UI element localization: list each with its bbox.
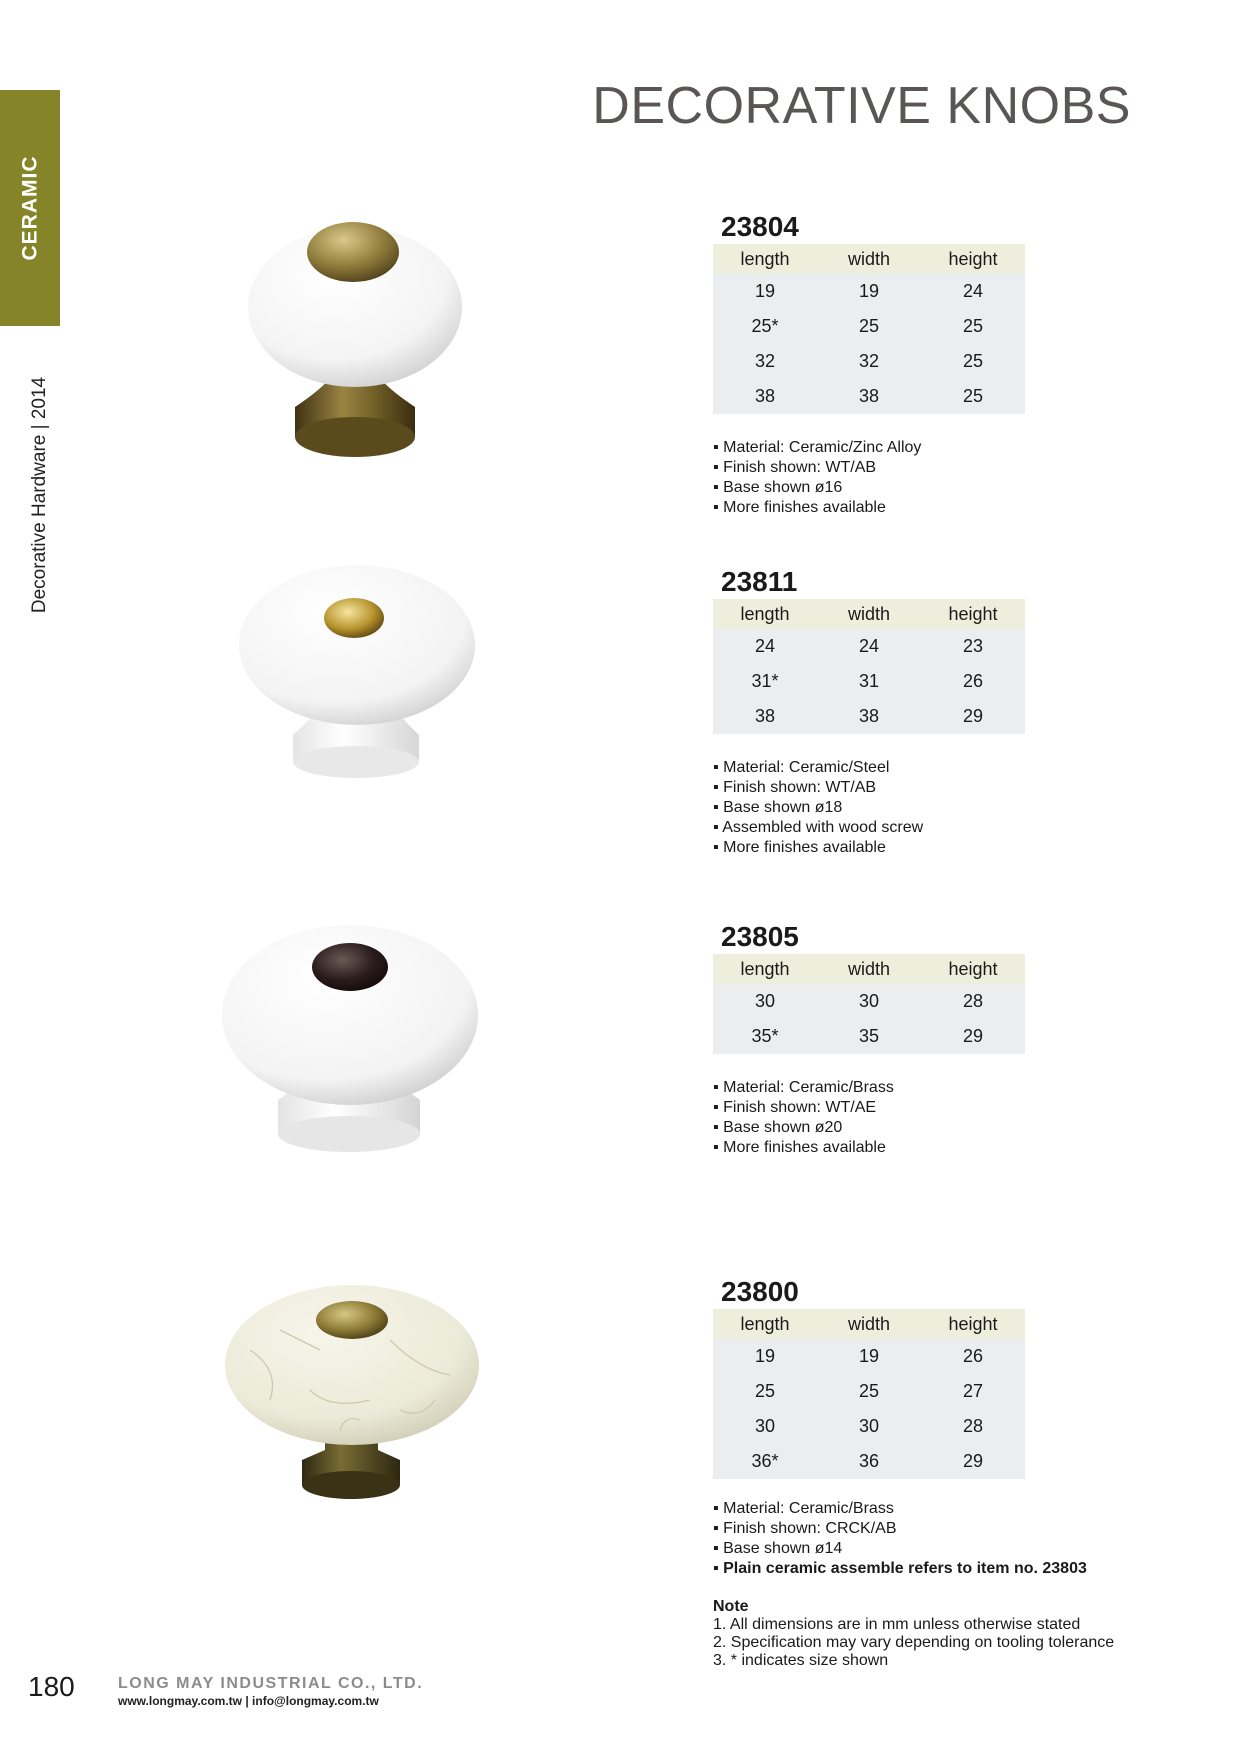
list-item: ▪ More finishes available [713, 498, 1025, 518]
table-row [713, 664, 1025, 699]
product-code: 23804 [721, 211, 799, 242]
cell-height: 26 [921, 664, 1025, 699]
cell-height: 27 [921, 1374, 1025, 1409]
product-code: 23800 [721, 1276, 799, 1307]
cell-height: 28 [921, 1409, 1025, 1444]
cell-width: 38 [817, 379, 921, 414]
cell-height: 26 [921, 1339, 1025, 1374]
table-row [713, 274, 1025, 309]
cell-width: 36 [817, 1444, 921, 1479]
cell-width: 32 [817, 344, 921, 379]
feature-list [713, 1499, 1087, 1579]
list-item: ▪ More finishes available [713, 838, 1025, 858]
product-23804 [713, 210, 1025, 518]
list-item: ▪ Finish shown: WT/AE [713, 1098, 1025, 1118]
table-row [713, 1374, 1025, 1409]
note-item: 1. All dimensions are in mm unless otherwise stated [713, 1616, 1081, 1633]
cell-height: 23 [921, 629, 1025, 664]
cell-height: 28 [921, 984, 1025, 1019]
cell-width: 30 [817, 1409, 921, 1444]
product-23811 [713, 565, 1025, 858]
cell-width: 24 [817, 629, 921, 664]
table-row [713, 629, 1025, 664]
cell-height: 29 [921, 1019, 1025, 1054]
section-tab-label: CERAMIC [18, 155, 41, 261]
cell-length: 25* [713, 309, 817, 344]
table-header-row [713, 954, 1025, 984]
cell-height: 25 [921, 344, 1025, 379]
list-item: ▪ Finish shown: CRCK/AB [713, 1519, 1025, 1539]
table-header-row [713, 1309, 1025, 1339]
cell-height: 29 [921, 699, 1025, 734]
list-item: ▪ Plain ceramic assemble refers to item no. 23803 [713, 1559, 1025, 1579]
feature-list [713, 758, 1025, 858]
table-row [713, 309, 1025, 344]
knob-23804-image [235, 212, 475, 462]
table-header-row [713, 244, 1025, 274]
column-header-height: height [921, 954, 1025, 984]
spec-table [713, 954, 1025, 1054]
cell-height: 25 [921, 379, 1025, 414]
contact-info: www.longmay.com.tw | info@longmay.com.tw [118, 1694, 379, 1708]
list-item: ▪ Base shown ø16 [713, 478, 1025, 498]
column-header-width: width [817, 954, 921, 984]
knob-23800-image [220, 1280, 485, 1515]
page-title: DECORATIVE KNOBS [592, 77, 1131, 135]
cell-length: 30 [713, 1409, 817, 1444]
table-row [713, 1409, 1025, 1444]
table-row [713, 1339, 1025, 1374]
cell-height: 24 [921, 274, 1025, 309]
list-item: ▪ Finish shown: WT/AB [713, 458, 1025, 478]
list-item: ▪ Base shown ø20 [713, 1118, 1025, 1138]
cell-length: 30 [713, 984, 817, 1019]
list-item: ▪ Assembled with wood screw [713, 818, 1025, 838]
product-23800 [713, 1275, 1087, 1579]
page-number: 180 [28, 1671, 75, 1702]
list-item: ▪ Base shown ø18 [713, 798, 1025, 818]
cell-length: 35* [713, 1019, 817, 1054]
table-row [713, 1019, 1025, 1054]
cell-length: 36* [713, 1444, 817, 1479]
cell-length: 24 [713, 629, 817, 664]
cell-length: 32 [713, 344, 817, 379]
table-row [713, 379, 1025, 414]
cell-width: 30 [817, 984, 921, 1019]
cell-length: 31* [713, 664, 817, 699]
column-header-height: height [921, 244, 1025, 274]
list-item: ▪ Material: Ceramic/Brass [713, 1499, 1025, 1519]
note-section [713, 1598, 1114, 1670]
product-code: 23811 [721, 566, 798, 597]
cell-width: 19 [817, 274, 921, 309]
cell-width: 38 [817, 699, 921, 734]
list-item: ▪ Material: Ceramic/Zinc Alloy [713, 438, 1025, 458]
note-title: Note [713, 1598, 749, 1615]
cell-width: 19 [817, 1339, 921, 1374]
cell-length: 38 [713, 379, 817, 414]
cell-width: 35 [817, 1019, 921, 1054]
cell-width: 31 [817, 664, 921, 699]
feature-list [713, 438, 1025, 518]
column-header-width: width [817, 244, 921, 274]
cell-width: 25 [817, 1374, 921, 1409]
table-row [713, 344, 1025, 379]
column-header-length: length [713, 599, 817, 629]
cell-height: 25 [921, 309, 1025, 344]
column-header-length: length [713, 244, 817, 274]
table-row [713, 984, 1025, 1019]
table-row [713, 699, 1025, 734]
column-header-width: width [817, 599, 921, 629]
cell-length: 19 [713, 1339, 817, 1374]
column-header-height: height [921, 599, 1025, 629]
spec-table [713, 599, 1025, 734]
column-header-width: width [817, 1309, 921, 1339]
feature-list [713, 1078, 1025, 1158]
table-row [713, 1444, 1025, 1479]
column-header-length: length [713, 954, 817, 984]
product-23805 [713, 920, 1025, 1158]
table-header-row [713, 599, 1025, 629]
product-code: 23805 [721, 921, 799, 952]
note-item: 2. Specification may vary depending on tooling tolerance [713, 1634, 1115, 1651]
cell-width: 25 [817, 309, 921, 344]
spec-table [713, 1309, 1025, 1479]
knob-23811-image [227, 560, 487, 800]
knob-23805-image [215, 920, 485, 1165]
cell-length: 19 [713, 274, 817, 309]
column-header-length: length [713, 1309, 817, 1339]
list-item: ▪ Finish shown: WT/AB [713, 778, 1025, 798]
cell-length: 25 [713, 1374, 817, 1409]
spec-table [713, 244, 1025, 414]
note-item: 3. * indicates size shown [713, 1652, 889, 1669]
company-name: LONG MAY INDUSTRIAL CO., LTD. [118, 1675, 424, 1692]
list-item: ▪ Base shown ø14 [713, 1539, 1025, 1559]
cell-length: 38 [713, 699, 817, 734]
list-item: ▪ Material: Ceramic/Steel [713, 758, 1025, 778]
list-item: ▪ More finishes available [713, 1138, 1025, 1158]
cell-height: 29 [921, 1444, 1025, 1479]
list-item: ▪ Material: Ceramic/Brass [713, 1078, 1025, 1098]
catalog-label: Decorative Hardware | 2014 [29, 376, 51, 614]
column-header-height: height [921, 1309, 1025, 1339]
